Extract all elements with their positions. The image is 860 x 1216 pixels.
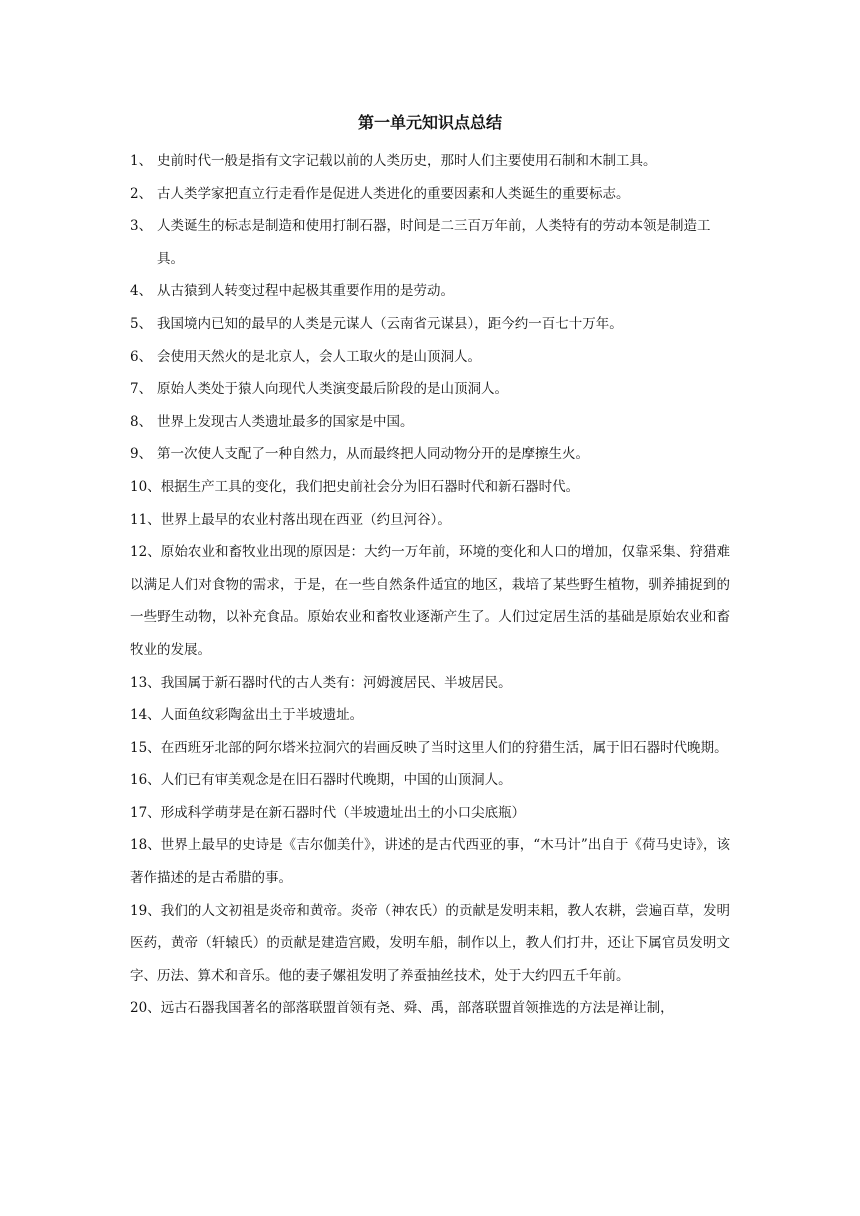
item-number: 16、 — [130, 772, 161, 789]
list-item — [130, 504, 730, 537]
item-number: 10、 — [130, 478, 161, 495]
item-number: 3、 — [130, 218, 153, 235]
list-item — [130, 145, 730, 178]
list-item — [130, 178, 730, 211]
item-text: 原始农业和畜牧业出现的原因是：大约一万年前，环境的变化和人口的增加，仅靠采集、狩猎难以满足人们对食物的需求，于是，在一些自然条件适宜的地区，栽培了某些野生植物，驯养捕捉到的一些野生动物，以补充食品。原始农业和畜牧业逐渐产生了。人们过定居生活的基础是原始农业和畜牧业的发展。 — [130, 544, 731, 658]
list-item — [130, 895, 730, 993]
item-number: 5、 — [130, 315, 153, 332]
list-item — [130, 764, 730, 797]
item-number: 2、 — [130, 185, 153, 202]
item-text: 世界上最早的史诗是《吉尔伽美什》，讲述的是古代西亚的事，“木马计”出自于《荷马史诗》，该著作描述的是古希腊的事。 — [130, 837, 730, 887]
item-number: 20、 — [130, 1000, 161, 1017]
list-item — [130, 275, 730, 308]
list-item — [130, 797, 730, 830]
item-text: 远古石器我国著名的部落联盟首领有尧、舜、禹，部落联盟首领推选的方法是禅让制， — [160, 1000, 674, 1017]
item-number: 12、 — [130, 544, 161, 561]
item-text: 我们的人文初祖是炎帝和黄帝。炎帝（神农氏）的贡献是发明耒耜，教人农耕，尝遍百草，发明医药，黄帝（轩辕氏）的贡献是建造宫殿，发明车船，制作以上，教人们打井，还让下属官员发明文字、历法、算术和音乐。他的妻子嫘祖发明了养蚕抽丝技术，处于大约四五千年前。 — [130, 902, 731, 984]
item-text: 从古猿到人转变过程中起极其重要作用的是劳动。 — [157, 283, 454, 300]
list-item — [130, 210, 730, 275]
item-number: 6、 — [130, 348, 153, 365]
page-title: 第一单元知识点总结 — [357, 113, 502, 132]
list-item — [130, 373, 730, 406]
item-text: 原始人类处于猿人向现代人类演变最后阶段的是山顶洞人。 — [157, 381, 508, 398]
item-number: 9、 — [130, 446, 153, 463]
item-text: 我国境内已知的最早的人类是元谋人（云南省元谋县），距今约一百七十万年。 — [157, 315, 623, 332]
list-item — [130, 667, 730, 700]
item-number: 18、 — [130, 837, 161, 854]
item-text: 我国属于新石器时代的古人类有：河姆渡居民、半坡居民。 — [160, 674, 512, 691]
item-text: 第一次使人支配了一种自然力，从而最终把人同动物分开的是摩擦生火。 — [157, 446, 589, 463]
item-text: 在西班牙北部的阿尔塔米拉洞穴的岩画反映了当时这里人们的狩猎生活，属于旧石器时代晚期。 — [160, 739, 728, 756]
list-item — [130, 438, 730, 471]
list-item — [130, 406, 730, 439]
item-number: 14、 — [130, 707, 161, 724]
item-text: 世界上发现古人类遗址最多的国家是中国。 — [157, 413, 414, 430]
item-text: 人类诞生的标志是制造和使用打制石器，时间是二三百万年前，人类特有的劳动本领是制造工具。 — [157, 218, 711, 267]
item-text: 古人类学家把直立行走看作是促进人类进化的重要因素和人类诞生的重要标志。 — [157, 185, 630, 202]
item-number: 7、 — [130, 381, 153, 398]
item-number: 4、 — [130, 283, 153, 300]
item-text: 人面鱼纹彩陶盆出土于半坡遗址。 — [160, 707, 364, 724]
list-item — [130, 829, 730, 894]
item-number: 11、 — [130, 511, 161, 528]
list-item — [130, 471, 730, 504]
item-text: 根据生产工具的变化，我们把史前社会分为旧石器时代和新石器时代。 — [160, 478, 580, 495]
list-item — [130, 341, 730, 374]
item-number: 19、 — [130, 902, 161, 919]
item-number: 15、 — [130, 739, 161, 756]
item-text: 人们已有审美观念是在旧石器时代晚期，中国的山顶洞人。 — [160, 772, 512, 789]
item-text: 会使用天然火的是北京人，会人工取火的是山顶洞人。 — [157, 348, 481, 365]
knowledge-list — [130, 145, 730, 1025]
list-item — [130, 308, 730, 341]
list-item — [130, 732, 730, 765]
item-text: 形成科学萌芽是在新石器时代（半坡遗址出土的小口尖底瓶） — [160, 804, 526, 821]
list-item — [130, 992, 730, 1025]
item-number: 13、 — [130, 674, 161, 691]
list-item — [130, 536, 730, 666]
list-item — [130, 699, 730, 732]
item-text: 世界上最早的农业村落出现在西亚（约旦河谷）。 — [160, 511, 451, 528]
item-text: 史前时代一般是指有文字记载以前的人类历史，那时人们主要使用石制和木制工具。 — [157, 153, 657, 169]
item-number: 1、 — [130, 153, 153, 169]
item-number: 8、 — [130, 413, 153, 430]
item-number: 17、 — [130, 804, 161, 821]
